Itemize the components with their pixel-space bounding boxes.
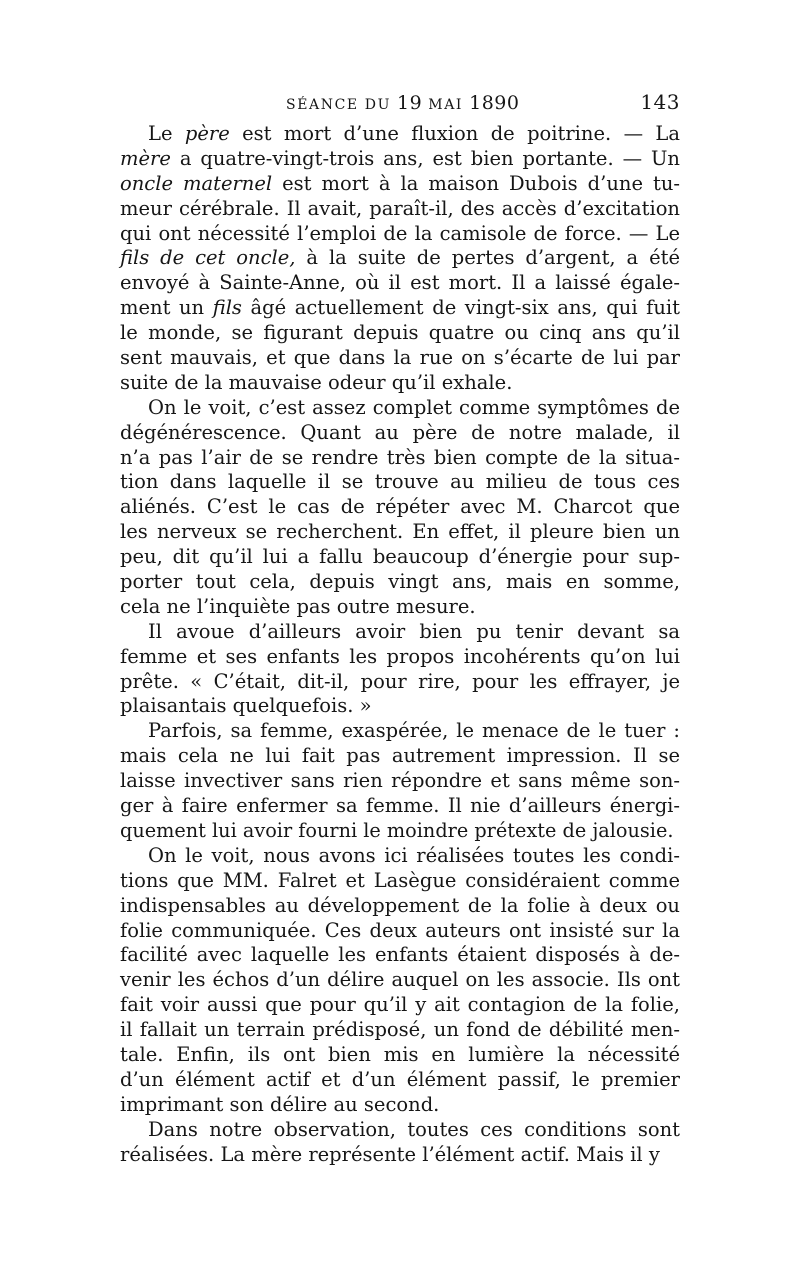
text-line	[120, 1093, 680, 1118]
running-title-prefix: SÉANCE DU	[286, 97, 398, 113]
text-segment: réalisées. La mère représente l’élément actif. Mais il y	[120, 1142, 660, 1166]
text-line	[120, 844, 680, 869]
text-segment: cela ne l’inquiète pas outre mesure.	[120, 594, 476, 618]
text-segment: femme et ses enfants les propos incohérents qu’on lui	[120, 644, 680, 668]
text-line	[120, 645, 680, 670]
text-line	[120, 1068, 680, 1093]
text-segment: Il avoue d’ailleurs avoir bien pu tenir devant sa	[148, 619, 680, 643]
text-segment: le monde, se figurant depuis quatre ou cinq ans qu’il	[120, 321, 680, 345]
text-line	[120, 595, 680, 620]
italic-text: oncle maternel	[120, 171, 273, 195]
text-line	[120, 819, 680, 844]
text-line	[120, 919, 680, 944]
text-segment: à la suite de pertes d’argent, a été	[295, 246, 680, 270]
running-title-month: MAI	[422, 97, 470, 113]
text-segment: qui ont nécessité l’emploi de la camisole de force. — Le	[120, 221, 680, 245]
text-segment: dégénérescence. Quant au père de notre malade, il	[120, 420, 680, 444]
text-segment: envoyé à Sainte-Anne, où il est mort. Il a laissé égale-	[120, 271, 680, 295]
text-line	[120, 1143, 680, 1168]
text-line	[120, 172, 680, 197]
text-line	[120, 446, 680, 471]
text-line	[120, 1018, 680, 1043]
running-title-year: 1890	[469, 92, 520, 114]
text-line	[120, 620, 680, 645]
text-line	[120, 943, 680, 968]
text-segment: d’un élément actif et d’un élément passif, le premier	[120, 1067, 680, 1091]
text-line	[120, 570, 680, 595]
text-segment: folie communiquée. Ces deux auteurs ont insisté sur la	[120, 918, 680, 942]
text-segment: meur cérébrale. Il avait, paraît-il, des accès d’excitation	[120, 196, 680, 220]
text-line	[120, 296, 680, 321]
text-segment: venir les échos d’un délire auquel on les associe. Ils ont	[120, 968, 680, 992]
text-line	[120, 122, 680, 147]
text-line	[120, 346, 680, 371]
text-segment: imprimant son délire au second.	[120, 1092, 440, 1116]
italic-text: mère	[120, 146, 171, 170]
text-line	[120, 246, 680, 271]
text-segment: Dans notre observation, toutes ces conditions sont	[148, 1117, 680, 1141]
text-segment: Parfois, sa femme, exaspérée, le menace de le tuer :	[148, 719, 680, 743]
text-segment: fait voir aussi que pour qu’il y ait contagion de la folie,	[120, 993, 680, 1017]
text-segment: tale. Enfin, ils ont bien mis en lumière la nécessité	[120, 1042, 680, 1066]
text-segment: tion dans laquelle il se trouve au milieu de tous ces	[120, 470, 680, 494]
text-line	[120, 197, 680, 222]
text-segment: est mort d’une fluxion de poitrine. — La	[229, 122, 680, 145]
text-line	[120, 993, 680, 1018]
text-line	[120, 769, 680, 794]
text-line	[120, 371, 680, 396]
text-segment: ment un	[120, 296, 213, 320]
text-line	[120, 271, 680, 296]
italic-text: père	[184, 122, 230, 145]
text-line	[120, 396, 680, 421]
text-line	[120, 894, 680, 919]
text-segment: On le voit, nous avons ici réalisées toutes les condi-	[148, 843, 680, 867]
text-segment: sent mauvais, et que dans la rue on s’écarte de lui par	[120, 346, 680, 370]
text-line	[120, 670, 680, 695]
text-line	[120, 1118, 680, 1143]
page-number: 143	[640, 90, 680, 114]
text-line	[120, 719, 680, 744]
text-segment: quement lui avoir fourni le moindre prétexte de jalousie.	[120, 818, 674, 842]
text-segment: suite de la mauvaise odeur qu’il exhale.	[120, 370, 513, 394]
italic-text: fils de cet oncle,	[120, 246, 296, 270]
text-segment: laisse invectiver sans rien répondre et sans même son-	[120, 769, 680, 793]
text-segment: Le	[148, 122, 185, 145]
running-head	[120, 92, 680, 118]
text-line	[120, 147, 680, 172]
italic-text: fils	[212, 296, 242, 320]
text-segment: On le voit, c’est assez complet comme symptômes de	[148, 395, 680, 419]
text-segment: facilité avec laquelle les enfants étaient disposés à de-	[120, 943, 680, 967]
text-line	[120, 744, 680, 769]
text-line	[120, 520, 680, 545]
text-line	[120, 869, 680, 894]
text-line	[120, 694, 680, 719]
text-line	[120, 321, 680, 346]
text-line	[120, 545, 680, 570]
text-segment: n’a pas l’air de se rendre très bien compte de la situa-	[120, 445, 680, 469]
running-title-day: 19	[397, 92, 423, 114]
text-segment: il fallait un terrain prédisposé, un fond de débilité men-	[120, 1018, 680, 1042]
text-line	[120, 794, 680, 819]
text-line	[120, 1043, 680, 1068]
running-title	[286, 92, 519, 114]
text-segment: âgé actuellement de vingt-six ans, qui fuit	[241, 296, 680, 320]
text-line	[120, 222, 680, 247]
text-segment: ger à faire enfermer sa femme. Il nie d’ailleurs énergi-	[120, 794, 680, 818]
text-segment: mais cela ne lui fait pas autrement impression. Il se	[120, 744, 680, 768]
body-text	[120, 122, 680, 1167]
text-line	[120, 495, 680, 520]
text-segment: indispensables au développement de la folie à deux ou	[120, 893, 680, 917]
text-segment: a quatre-vingt-trois ans, est bien portante. — Un	[170, 146, 680, 170]
text-line	[120, 470, 680, 495]
text-segment: plaisantais quelquefois. »	[120, 694, 372, 718]
text-segment: aliénés. C’est le cas de répéter avec M. Charcot que	[120, 495, 680, 519]
text-segment: porter tout cela, depuis vingt ans, mais en somme,	[120, 570, 680, 594]
text-line	[120, 421, 680, 446]
text-segment: peu, dit qu’il lui a fallu beaucoup d’énergie pour sup-	[120, 545, 680, 569]
text-segment: prête. « C’était, dit-il, pour rire, pour les effrayer, je	[120, 669, 680, 693]
text-segment: tions que MM. Falret et Lasègue considéraient comme	[120, 868, 680, 892]
text-segment: est mort à la maison Dubois d’une tu-	[272, 171, 680, 195]
text-line	[120, 968, 680, 993]
text-segment: les nerveux se recherchent. En effet, il pleure bien un	[120, 520, 680, 544]
